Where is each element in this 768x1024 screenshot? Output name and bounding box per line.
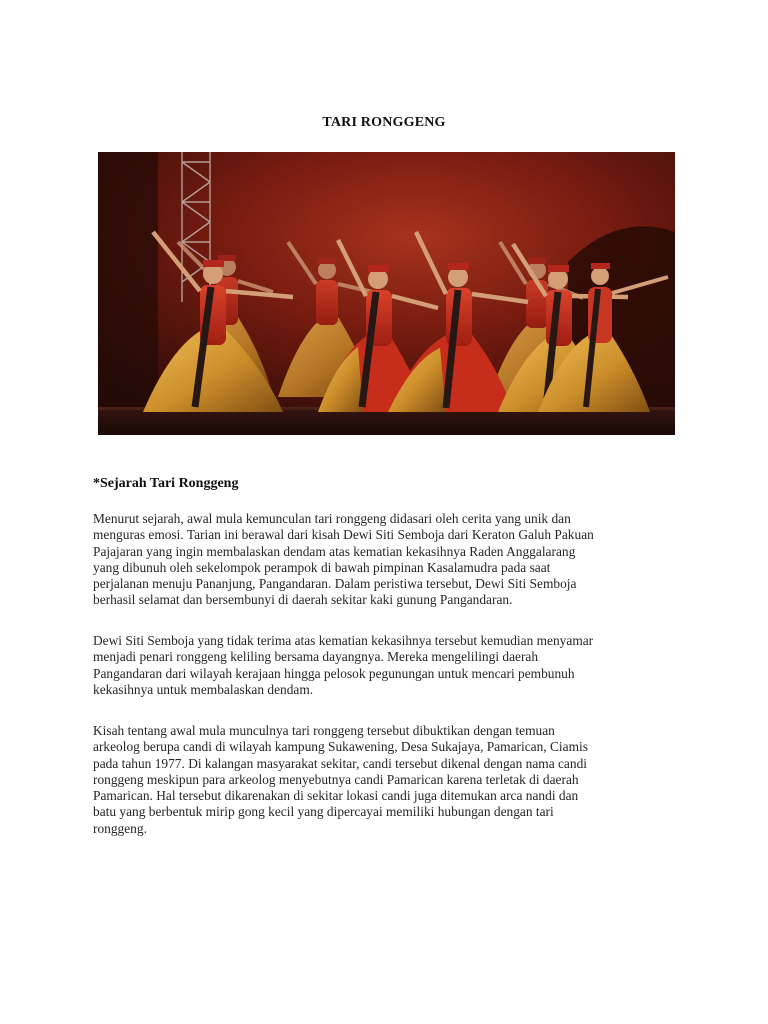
paragraph-line: menjadi penari ronggeng keliling bersama dayangnya. Mereka mengelilingi daerah (93, 649, 539, 665)
paragraph-line: ronggeng meskipun para arkeolog menyebutnya candi Pamarican karena terletak di daerah (93, 771, 579, 787)
paragraph-line: yang dibunuh oleh sekelompok perampok di bawah pimpinan Kasalamudra pada saat (93, 559, 551, 575)
section-heading: *Sejarah Tari Ronggeng (93, 476, 239, 491)
paragraph-line: Kisah tentang awal mula munculnya tari ronggeng tersebut dibuktikan dengan temuan (93, 723, 555, 738)
paragraph-line: perjalanan menuju Pananjung, Pangandaran. Dalam peristiwa tersebut, Dewi Siti Semboja (93, 576, 577, 592)
paragraph-line: Dewi Siti Semboja yang tidak terima atas kematian kekasihnya tersebut kemudian menyamar (93, 633, 594, 648)
dancers-photo (98, 152, 675, 435)
document-title: TARI RONGGENG (322, 115, 446, 130)
paragraph-line: batu yang berbentuk mirip gong kecil yang dipercayai memiliki hubungan dengan tari (93, 804, 554, 820)
paragraph-line: Menurut sejarah, awal mula kemunculan tari ronggeng didasari oleh cerita yang unik dan (93, 511, 571, 526)
paragraph-line: berhasil selamat dan bersembunyi di daerah sekitar kaki gunung Pangandaran. (93, 592, 513, 608)
paragraph-line: ronggeng. (93, 820, 147, 836)
paragraph-line: arkeolog berupa candi di wilayah kampung Sukawening, Desa Sukajaya, Pamarican, Ciamis (93, 739, 588, 755)
paragraph-2 (93, 633, 683, 698)
paragraph-1 (93, 511, 683, 609)
paragraph-line: Pamarican. Hal tersebut dikarenakan di sekitar lokasi candi juga ditemukan arca nandi dan (93, 788, 579, 804)
paragraph-line: Pangandaran dari wilayah kerajaan hingga pelosok pegunungan untuk mencari pembunuh (93, 665, 575, 681)
paragraph-3 (93, 723, 683, 837)
paragraph-line: kekasihnya untuk membalaskan dendam. (93, 681, 314, 697)
paragraph-line: pada tahun 1977. Di kalangan masyarakat sekitar, candi tersebut dikenal dengan nama candi (93, 755, 587, 771)
paragraph-line: menguras emosi. Tarian ini berawal dari kisah Dewi Siti Semboja dari Keraton Galuh Pakuan (93, 527, 594, 543)
paragraph-line: Pajajaran yang ingin membalaskan dendam atas kematian kekasihnya Raden Anggalarang (93, 543, 576, 559)
